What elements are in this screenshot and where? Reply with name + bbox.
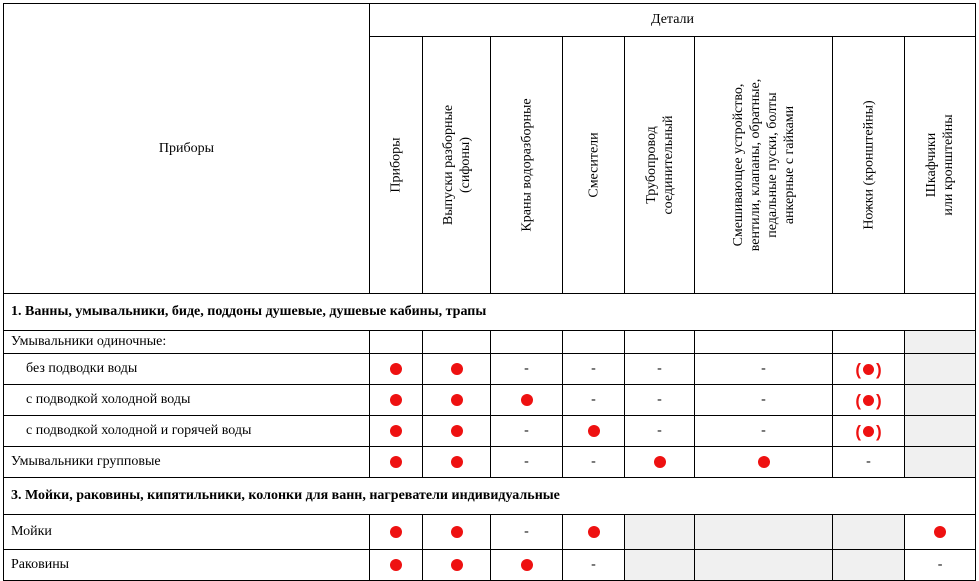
mark-dot-icon <box>451 363 463 375</box>
table-cell <box>563 416 625 447</box>
column-header-text: Трубопровод <box>643 126 659 204</box>
mark-dot-icon <box>390 559 402 571</box>
mark-dot-icon <box>451 456 463 468</box>
column-header-text: Ножки (кронштейны) <box>861 100 876 230</box>
dash-mark: - <box>657 392 662 407</box>
column-header-text: Приборы <box>388 137 404 193</box>
column-header-text: педальные пуски, болты <box>764 92 780 238</box>
table-cell <box>833 331 905 354</box>
table-cell <box>695 354 833 385</box>
table-cell <box>491 354 563 385</box>
table-cell <box>695 385 833 416</box>
section-title: 3. Мойки, раковины, кипятильники, колонки для ванн, нагреватели индивидуальные <box>4 478 976 515</box>
paren-open: ( <box>855 359 861 379</box>
row-label: Умывальники групповые <box>4 447 370 478</box>
table-cell <box>905 550 976 581</box>
mark-dot-icon <box>521 394 533 406</box>
mark-dot-icon <box>934 526 946 538</box>
table-row <box>4 416 976 447</box>
table-cell <box>491 550 563 581</box>
section-row <box>4 294 976 331</box>
optional-mark <box>855 423 881 440</box>
mark-dot-icon <box>588 425 600 437</box>
table-cell <box>370 550 423 581</box>
table-cell <box>625 447 695 478</box>
table-cell <box>423 354 491 385</box>
table-cell <box>563 515 625 550</box>
column-header-krany <box>491 37 563 294</box>
dash-mark: - <box>657 423 662 438</box>
dash-mark: - <box>761 423 766 438</box>
column-header-text: Краны водоразборные <box>519 98 534 232</box>
mark-dot-icon <box>654 456 666 468</box>
table-cell <box>491 331 563 354</box>
table-cell <box>695 331 833 354</box>
table-cell <box>833 416 905 447</box>
dash-mark: - <box>866 454 871 469</box>
table-cell <box>833 385 905 416</box>
table-cell <box>625 331 695 354</box>
table-cell <box>695 550 833 581</box>
column-header-truboprovod <box>625 37 695 294</box>
dash-mark: - <box>761 361 766 376</box>
header-row-top <box>4 4 976 37</box>
column-header-pribory <box>370 37 423 294</box>
column-header-text: Шкафчики <box>924 132 940 198</box>
dash-mark: - <box>591 454 596 469</box>
table-cell <box>563 331 625 354</box>
table-cell <box>491 515 563 550</box>
dash-mark: - <box>524 524 529 539</box>
paren-open: ( <box>855 390 861 410</box>
table-cell <box>370 331 423 354</box>
table-cell <box>905 331 976 354</box>
table-cell <box>370 354 423 385</box>
column-header-text: (сифоны) <box>457 137 473 194</box>
dash-mark: - <box>591 392 596 407</box>
dash-mark: - <box>524 454 529 469</box>
table-cell <box>695 447 833 478</box>
table-row <box>4 354 976 385</box>
column-header-text: или кронштейны <box>941 114 957 216</box>
column-header-smeshivayushchee <box>695 37 833 294</box>
table-cell <box>563 550 625 581</box>
optional-mark <box>855 392 881 409</box>
dash-mark: - <box>524 361 529 376</box>
column-header-shkafchiki <box>905 37 976 294</box>
mark-dot-icon <box>390 363 402 375</box>
table-cell <box>625 416 695 447</box>
table-row <box>4 447 976 478</box>
section-row <box>4 478 976 515</box>
table-cell <box>625 385 695 416</box>
table-cell <box>905 385 976 416</box>
table-cell <box>370 385 423 416</box>
mark-dot-icon <box>451 394 463 406</box>
table-cell <box>625 550 695 581</box>
paren-close: ) <box>876 390 882 410</box>
fixtures-table <box>3 3 976 581</box>
mark-dot-icon <box>521 559 533 571</box>
table-cell <box>423 447 491 478</box>
table-cell <box>563 354 625 385</box>
column-header-vypuski <box>423 37 491 294</box>
table-row <box>4 331 976 354</box>
paren-close: ) <box>876 421 882 441</box>
table-cell <box>423 385 491 416</box>
table-cell <box>833 354 905 385</box>
column-header-text: анкерные с гайками <box>781 105 797 225</box>
row-label: с подводкой холодной воды <box>4 385 370 416</box>
table-cell <box>695 515 833 550</box>
table-cell <box>905 354 976 385</box>
details-header: Детали <box>370 4 976 37</box>
table-cell <box>491 385 563 416</box>
mark-dot-icon <box>390 456 402 468</box>
table-cell <box>423 515 491 550</box>
table-cell <box>491 416 563 447</box>
column-header-text: Выпуски разборные <box>440 104 456 226</box>
table-row <box>4 550 976 581</box>
table-cell <box>370 515 423 550</box>
row-label: без подводки воды <box>4 354 370 385</box>
table-cell <box>833 550 905 581</box>
dash-mark: - <box>937 557 943 572</box>
column-header-text: Смешивающее устройство, <box>730 83 746 247</box>
dash-mark: - <box>591 557 596 572</box>
mark-dot-icon <box>863 395 874 406</box>
table-cell <box>695 416 833 447</box>
column-header-smesiteli <box>563 37 625 294</box>
table-cell <box>370 447 423 478</box>
column-header-text: вентили, клапаны, обратные, <box>747 78 763 252</box>
row-label: с подводкой холодной и горячей воды <box>4 416 370 447</box>
dash-mark: - <box>657 361 662 376</box>
column-header-text: Смесители <box>586 132 601 198</box>
column-header-text: соединительный <box>660 115 676 215</box>
mark-dot-icon <box>390 394 402 406</box>
table-cell <box>563 447 625 478</box>
row-label: Мойки <box>4 515 370 550</box>
table-cell <box>833 447 905 478</box>
table-cell <box>625 354 695 385</box>
mark-dot-icon <box>451 425 463 437</box>
dash-mark: - <box>761 392 766 407</box>
table-row <box>4 515 976 550</box>
table-row <box>4 385 976 416</box>
table-cell <box>423 550 491 581</box>
mark-dot-icon <box>390 425 402 437</box>
table-cell <box>905 515 976 550</box>
column-header-nozhki <box>833 37 905 294</box>
dash-mark: - <box>591 361 596 376</box>
table-cell <box>491 447 563 478</box>
mark-dot-icon <box>863 364 874 375</box>
dash-mark: - <box>524 423 529 438</box>
table-cell <box>905 447 976 478</box>
table-cell <box>563 385 625 416</box>
instruments-header: Приборы <box>4 4 370 294</box>
optional-mark <box>855 361 881 378</box>
mark-dot-icon <box>588 526 600 538</box>
mark-dot-icon <box>863 426 874 437</box>
mark-dot-icon <box>451 526 463 538</box>
mark-dot-icon <box>758 456 770 468</box>
paren-open: ( <box>855 421 861 441</box>
table-cell <box>625 515 695 550</box>
row-label: Раковины <box>4 550 370 581</box>
paren-close: ) <box>876 359 882 379</box>
table-cell <box>370 416 423 447</box>
mark-dot-icon <box>390 526 402 538</box>
table-cell <box>423 416 491 447</box>
row-label: Умывальники одиночные: <box>4 331 370 354</box>
table-cell <box>423 331 491 354</box>
section-title: 1. Ванны, умывальники, биде, поддоны душевые, душевые кабины, трапы <box>4 294 976 331</box>
mark-dot-icon <box>451 559 463 571</box>
table-cell <box>833 515 905 550</box>
table-cell <box>905 416 976 447</box>
